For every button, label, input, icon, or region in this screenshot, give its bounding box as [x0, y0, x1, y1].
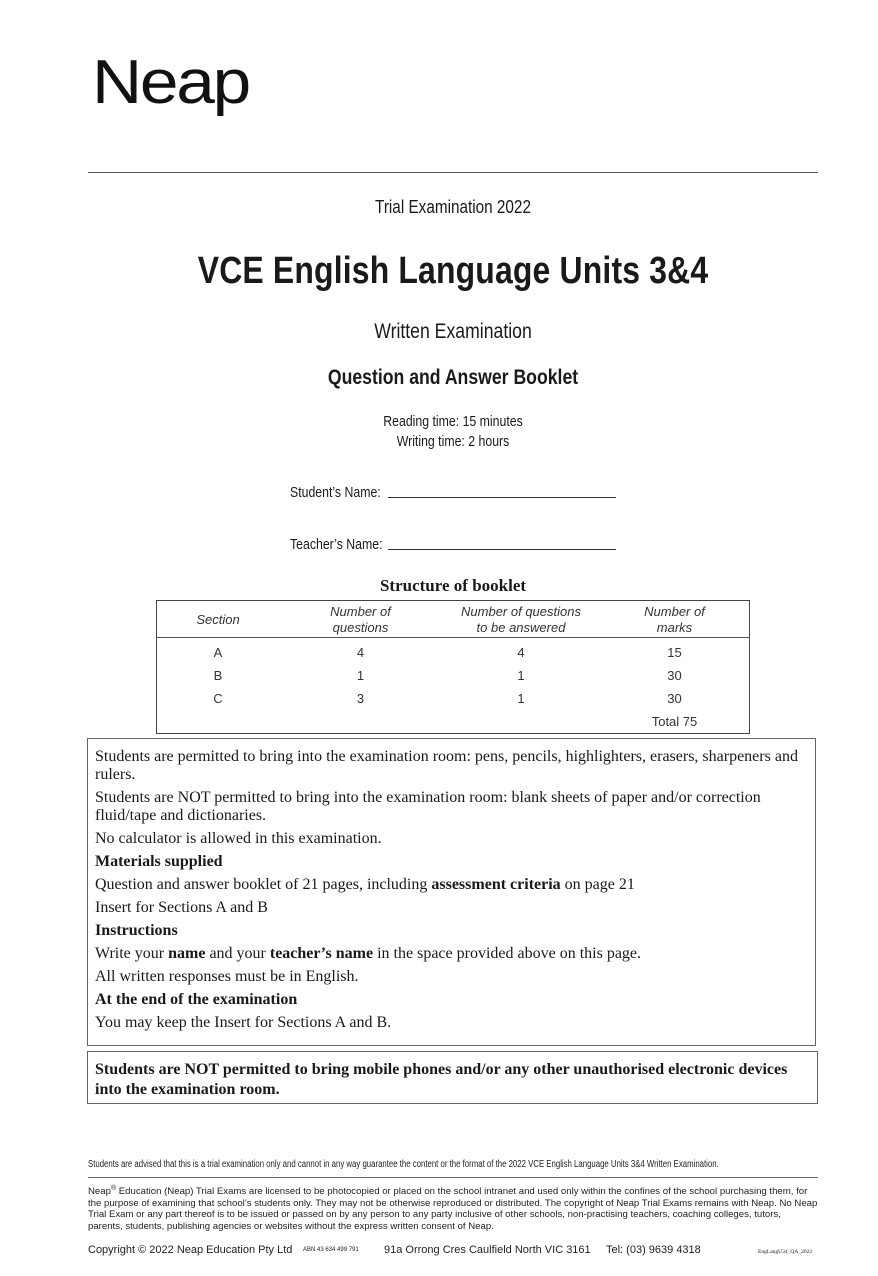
cell-section: C [213, 691, 223, 706]
telephone: Tel: (03) 9639 4318 [606, 1244, 701, 1256]
neap-logo: Neap [92, 48, 250, 117]
not-permitted-items: Students are NOT permitted to bring into the examination room: blank sheets of paper and/or correction fluid/tape and dictionaries. [95, 789, 761, 824]
cell-questions: 4 [356, 645, 365, 660]
exam-info-box [87, 738, 816, 1046]
teacher-name-label: Teacher’s Name: [290, 536, 383, 553]
abn: ABN 43 634 499 791 [303, 1247, 359, 1253]
table-row [157, 664, 750, 687]
instruction-1: Write your name and your teacher’s name in the space provided above on this page. [95, 945, 642, 962]
header-section: Section [157, 601, 280, 638]
mobile-phone-warning: Students are NOT permitted to bring mobile phones and/or any other unauthorised electronic devices into the examination room. [87, 1051, 818, 1104]
materials-line-2: Insert for Sections A and B [95, 899, 268, 916]
cell-marks: 15 [667, 645, 682, 660]
address: 91a Orrong Cres Caulfield North VIC 3161 [384, 1244, 591, 1256]
license-text: Neap® Education (Neap) Trial Exams are licensed to be photocopied or placed on the school intranet and used only within the confines of the school purchasing them, for the purpose of examining that school’s students only. They may not be otherwise reproduced or distributed. The copyright of Neap Trial Exams remains with Neap. No Neap Trial Exam or any part thereof is to be issued or passed on by any person to any party inclusive of other schools, non-practising teachers, coaching colleges, tutors, parents, students, publishing agencies or websites without the express written consent of Neap. [88, 1185, 818, 1232]
header-divider [88, 172, 818, 173]
copyright: Copyright © 2022 Neap Education Pty Ltd [88, 1244, 293, 1256]
permitted-items: Students are permitted to bring into the examination room: pens, pencils, highlighters, erasers, sharpeners and rulers. [95, 748, 798, 783]
cell-answered: 4 [517, 645, 525, 660]
reading-time: Reading time: 15 minutes [383, 413, 523, 430]
header-marks: Number of marks [600, 601, 750, 638]
cell-answered: 1 [517, 668, 525, 683]
materials-line-1: Question and answer booklet of 21 pages, including assessment criteria on page 21 [95, 876, 635, 893]
structure-table [156, 600, 750, 734]
instruction-2: All written responses must be in English. [95, 968, 359, 985]
end-text: You may keep the Insert for Sections A and B. [95, 1014, 392, 1031]
table-total-row [157, 710, 750, 734]
cell-section: B [213, 668, 223, 683]
cell-questions: 1 [356, 668, 365, 683]
cell-questions: 3 [356, 691, 365, 706]
document-code: EngLangU34_QA_2022 [758, 1249, 813, 1255]
structure-title: Structure of booklet [379, 576, 527, 595]
end-heading: At the end of the examination [95, 991, 298, 1008]
trial-advisory: Students are advised that this is a trial examination only and cannot in any way guarantee the content or the format of the 2022 VCE English Language Units 3&4 Written Examination. [88, 1159, 719, 1170]
cell-marks: 30 [667, 691, 682, 706]
materials-heading: Materials supplied [95, 853, 223, 870]
teacher-name-field [290, 536, 616, 553]
calculator-note: No calculator is allowed in this examination. [95, 830, 382, 847]
table-row [157, 638, 750, 665]
student-name-input[interactable] [388, 496, 616, 498]
cell-answered: 1 [517, 691, 525, 706]
teacher-name-input[interactable] [388, 548, 616, 550]
cell-marks: 30 [667, 668, 682, 683]
total-marks: Total 75 [651, 714, 698, 729]
footer-divider [88, 1177, 818, 1178]
table-row [157, 687, 750, 710]
student-name-field [290, 484, 616, 501]
header-questions: Number of questions [279, 601, 442, 638]
page-title: VCE English Language Units 3&4 [197, 250, 709, 292]
instructions-heading: Instructions [95, 922, 178, 939]
table-header-row [157, 601, 750, 638]
cell-section: A [213, 645, 223, 660]
booklet-label: Question and Answer Booklet [327, 366, 579, 389]
exam-subtitle: Written Examination [374, 320, 532, 343]
student-name-label: Student’s Name: [290, 484, 381, 501]
header-answered: Number of questions to be answered [442, 601, 600, 638]
trial-label: Trial Examination 2022 [375, 197, 531, 217]
writing-time: Writing time: 2 hours [396, 433, 510, 450]
